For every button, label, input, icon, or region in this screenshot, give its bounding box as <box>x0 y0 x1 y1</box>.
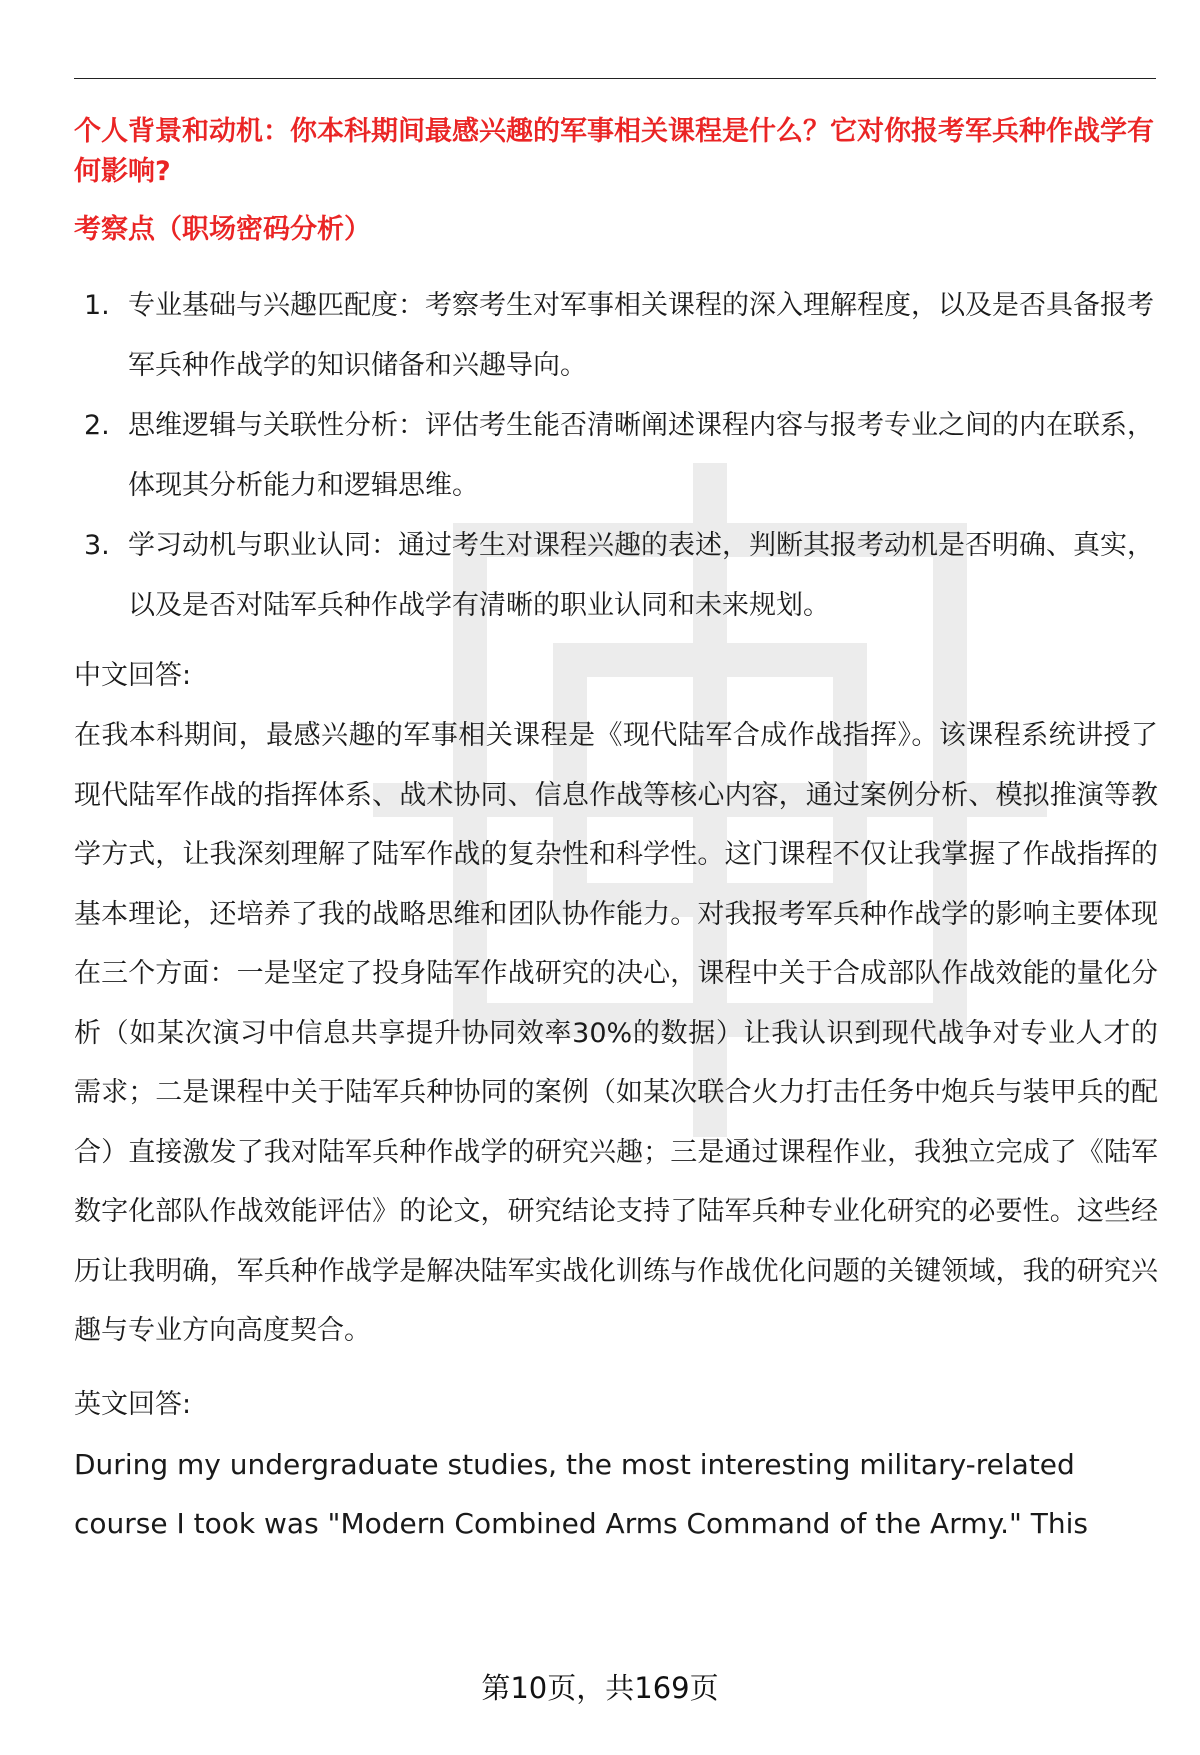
list-item-text: 专业基础与兴趣匹配度：考察考生对军事相关课程的深入理解程度，以及是否具备报考军兵种作战学的知识储备和兴趣导向。 <box>128 290 1154 381</box>
english-answer-text: During my undergraduate studies, the most interesting military-related course I took was "Modern Combined Arms Command of the Army." This <box>74 1447 1088 1540</box>
list-item-number: 2. <box>84 410 110 441</box>
document-content <box>74 112 1158 1553</box>
chinese-answer-text: 在我本科期间，最感兴趣的军事相关课程是《现代陆军合成作战指挥》。该课程系统讲授了现代陆军作战的指挥体系、战术协同、信息作战等核心内容，通过案例分析、模拟推演等教学方式，让我深刻理解了陆军作战的复杂性和科学性。这门课程不仅让我掌握了作战指挥的基本理论，还培养了我的战略思维和团队协作能力。对我报考军兵种作战学的影响主要体现在三个方面：一是坚定了投身陆军作战研究的决心，课程中关于合成部队作战效能的量化分析（如某次演习中信息共享提升协同效率30%的数据）让我认识到现代战争对专业人才的需求；二是课程中关于陆军兵种协同的案例（如某次联合火力打击任务中炮兵与装甲兵的配合）直接激发了我对陆军兵种作战学的研究兴趣；三是通过课程作业，我独立完成了《陆军数字化部队作战效能评估》的论文，研究结论支持了陆军兵种专业化研究的必要性。这些经历让我明确，军兵种作战学是解决陆军实战化训练与作战优化问题的关键领域，我的研究兴趣与专业方向高度契合。 <box>74 720 1158 1346</box>
list-item-text: 学习动机与职业认同：通过考生对课程兴趣的表述，判断其报考动机是否明确、真实，以及是否对陆军兵种作战学有清晰的职业认同和未来规划。 <box>128 530 1154 621</box>
question-heading: 个人背景和动机：你本科期间最感兴趣的军事相关课程是什么？它对你报考军兵种作战学有何影响? <box>74 116 1154 187</box>
page-footer: 第10页，共169页 <box>481 1671 719 1705</box>
english-answer-label: 英文回答: <box>74 1388 192 1420</box>
list-item-text: 思维逻辑与关联性分析：评估考生能否清晰阐述课程内容与报考专业之间的内在联系，体现其分析能力和逻辑思维。 <box>128 410 1154 501</box>
list-item <box>74 516 1158 636</box>
chinese-answer-label: 中文回答: <box>74 660 192 691</box>
points-list <box>74 276 1158 636</box>
list-item-number: 3. <box>84 530 110 561</box>
list-item <box>74 276 1158 396</box>
list-item-number: 1. <box>84 290 110 321</box>
points-title: 考察点（职场密码分析） <box>74 214 371 245</box>
list-item <box>74 396 1158 516</box>
top-rule <box>74 78 1156 79</box>
